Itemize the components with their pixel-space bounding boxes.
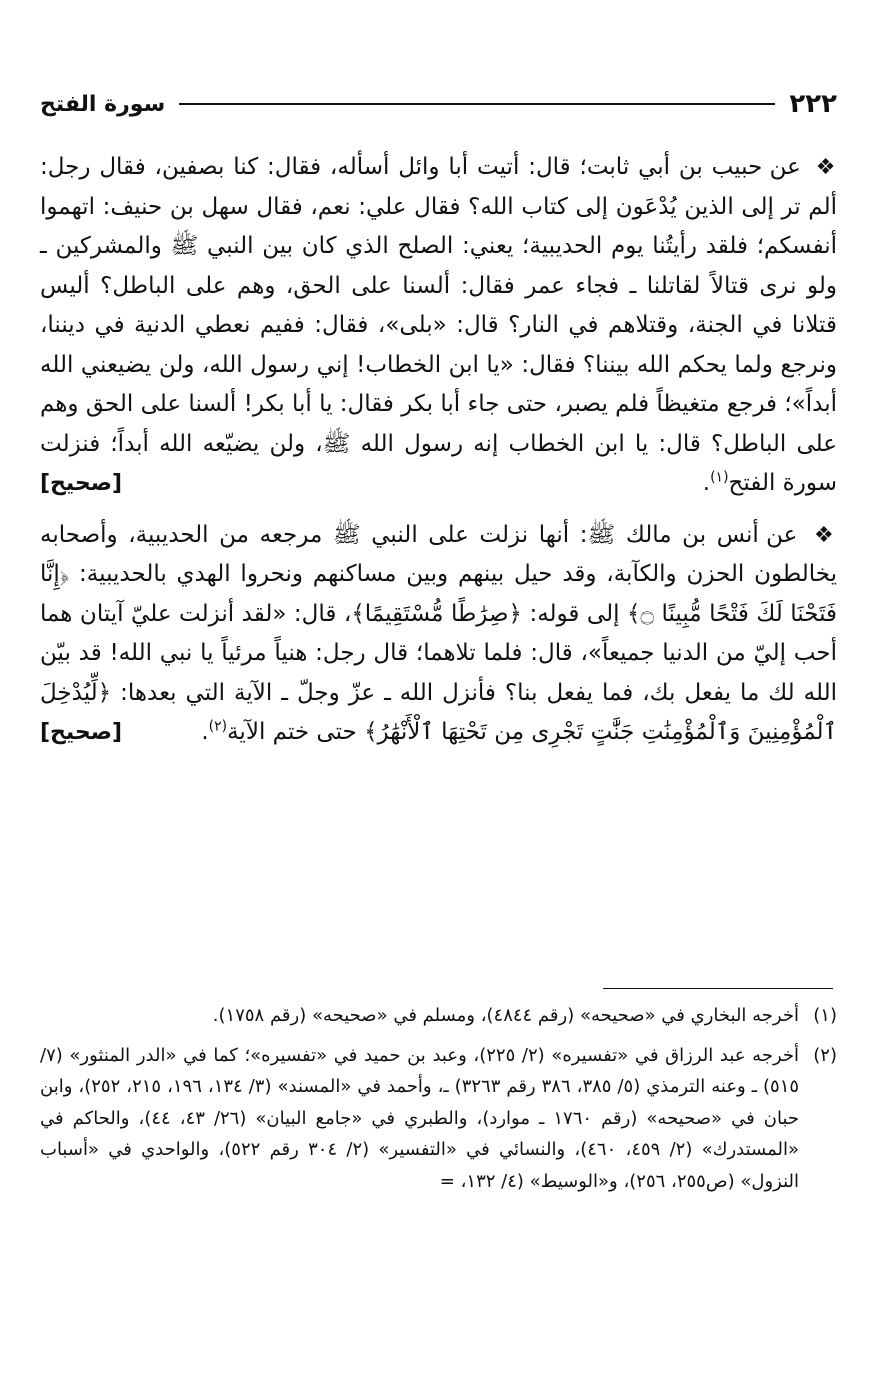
footnote-number: (٢) [813, 1044, 837, 1066]
footnotes [40, 1000, 837, 1205]
footnote-separator [603, 988, 833, 989]
page-header [40, 84, 837, 124]
grade-label: [صحيح] [40, 720, 123, 745]
footnote-text: أخرجه البخاري في «صحيحه» (رقم ٤٨٤٤)، ومسلم في «صحيحه» (رقم ١٧٥٨). [212, 1005, 799, 1026]
header-rule [179, 103, 775, 105]
hadith-paragraph [40, 516, 837, 753]
main-text [40, 148, 837, 753]
bullet-icon: ❖ [813, 522, 837, 548]
footnote-item [40, 1000, 837, 1032]
hadith-text: عن حبيب بن أبي ثابت؛ قال: أتيت أبا وائل أسأله، فقال: كنا بصفين، فقال رجل: ألم تر إلى الذين يُدْعَون إلى كتاب الله؟ فقال علي: نعم، فقال سهل بن حنيف: اتهموا أنفسكم؛ فلقد رأيتُنا يوم الحديبية؛ يعني: الصلح الذي كان بين النبي ﷺ والمشركين ـ ولو نرى قتالاً لقاتلنا ـ فجاء عمر فقال: ألسنا على الحق، وهم على الباطل؟ أليس قتلانا في الجنة، وقتلاهم في النار؟ قال: «بلى»، فقال: ففيم نعطي الدنية في ديننا، ونرجع ولما يحكم الله بيننا؟ فقال: «يا ابن الخطاب! إني رسول الله، ولن يضيعني الله أبداً»؛ فرجع متغيظاً فلم يصبر، حتى جاء أبا بكر فقال: يا أبا بكر! ألسنا على الحق وهم على الباطل؟ قال: يا ابن الخطاب إنه رسول الله ﷺ، ولن يضيّعه الله أبداً؛ فنزلت سورة الفتح [40, 154, 837, 496]
footnote-text: أخرجه عبد الرزاق في «تفسيره» (٢/ ٢٢٥)، وعبد بن حميد في «تفسيره»؛ كما في «الدر المنثور» (٧/ ٥١٥) ـ وعنه الترمذي (٥/ ٣٨٥، ٣٨٦ رقم ٣٢٦٣) ـ، وأحمد في «المسند» (٣/ ١٣٤، ١٩٦، ٢١٥، ٢٥٢)، وابن حبان في «صحيحه» (رقم ١٧٦٠ ـ موارد)، والطبري في «جامع البيان» (٢٦/ ٤٣، ٤٤)، والحاكم في «المستدرك» (٢/ ٤٥٩، ٤٦٠)، والنسائي في «التفسير» (٢/ ٣٠٤ رقم ٥٢٢)، والواحدي في «أسباب النزول» (ص٢٥٥، ٢٥٦)، و«الوسيط» (٤/ ١٣٢، = [40, 1044, 800, 1192]
footnote-ref[interactable]: (١) [710, 469, 729, 486]
sentence-end: . [702, 470, 711, 496]
quran-verse: ﴿صِرَٰطًا مُّسْتَقِيمًا﴾ [351, 600, 522, 627]
bullet-icon: ❖ [815, 155, 837, 180]
footnote-ref[interactable]: (٢) [208, 718, 228, 735]
sentence-end: . [201, 719, 209, 745]
hadith-text: حتى ختم الآية [227, 719, 365, 745]
hadith-paragraph [40, 148, 837, 504]
hadith-text: عن أنس بن مالك ﷺ: أنها نزلت على النبي ﷺ مرجعه من الحديبية، وأصحابه يخالطون الحزن والكآبة، وقد حيل بينهم وبين مساكنهم ونحروا الهدي بالحديبية: [40, 521, 837, 587]
hadith-text: إلى قوله: [521, 600, 627, 627]
quran-verse: ﴿إِنَّا فَتَحْنَا لَكَ فَتْحًا مُّبِينًا ۝﴾ [40, 561, 838, 627]
page-number: ٢٢٢ [789, 89, 837, 119]
quran-verse: ﴿لِّيُدْخِلَ ٱلْمُؤْمِنِينَ وَٱلْمُؤْمِنَٰتِ جَنَّٰتٍ تَجْرِى مِن تَحْتِهَا ٱلْأَنْهَٰرُ﴾ [40, 679, 837, 745]
footnote-item [40, 1040, 837, 1198]
surah-title: سورة الفتح [40, 91, 166, 117]
footnote-number: (١) [813, 1005, 837, 1026]
hadith-text: ، قال: «لقد أنزلت عليّ آيتان هما أحب إليّ من الدنيا جميعاً»، قال: فلما تلاهما؛ قال رجل: هنياً مرئياً يا نبي الله! قد بيّن الله لك ما يفعل بك، فما يفعل بنا؟ فأنزل الله ـ عزّ وجلّ ـ الآية التي بعدها: [40, 600, 837, 706]
grade-label: [صحيح] [40, 471, 123, 496]
